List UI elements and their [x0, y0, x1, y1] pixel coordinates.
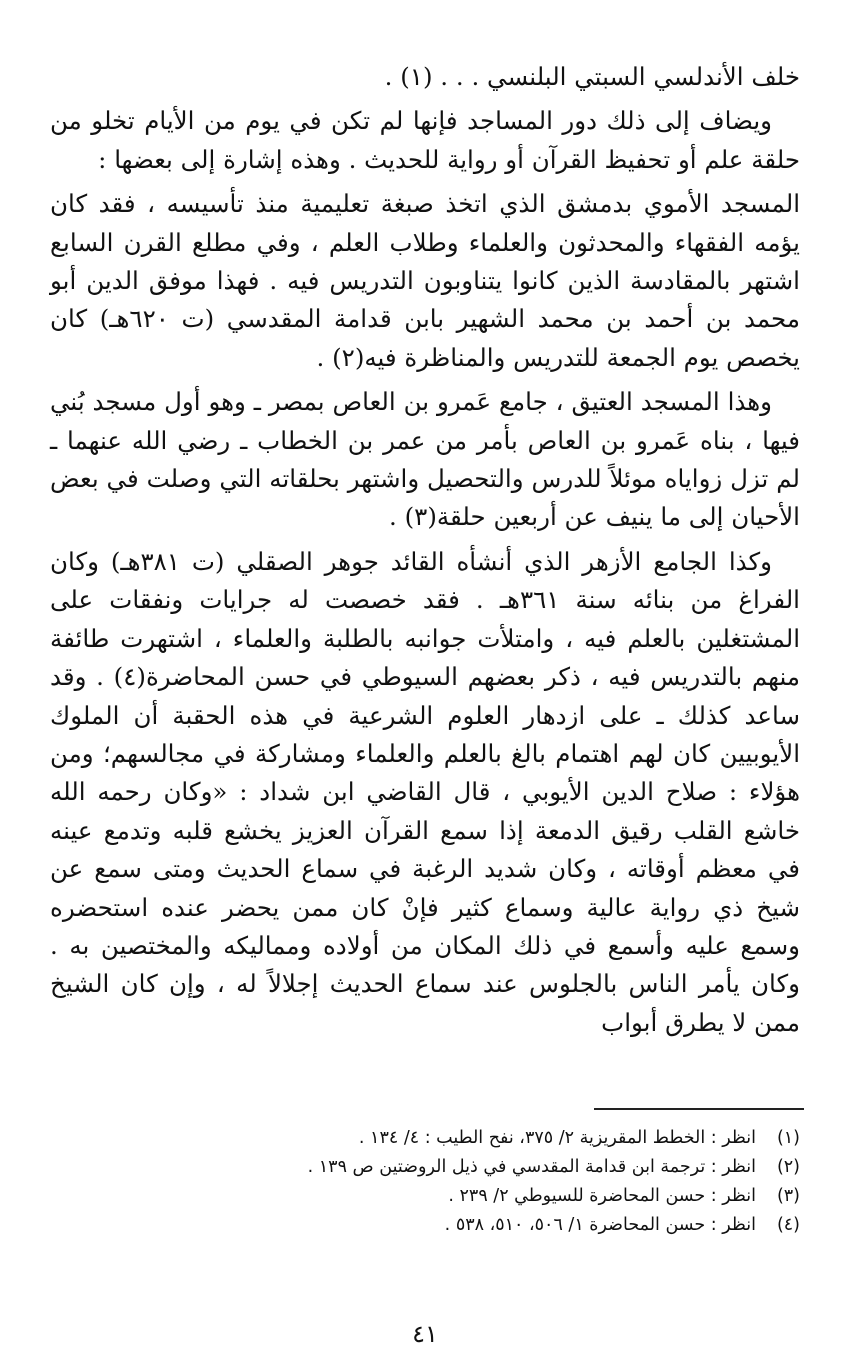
- footnote-2: [240, 1153, 800, 1182]
- footnotes: [240, 1124, 800, 1240]
- footnote-3: [240, 1182, 800, 1211]
- paragraph-4: وهذا المسجد العتيق ، جامع عَمرو بن العاص بمصر ـ وهو أول مسجد بُني فيها ، بناه عَمرو بن العاص بأمر من عمر بن الخطاب ـ رضي الله عنهما ـ لم تزل زواياه موئلاً للدرس والتحصيل واشتهر بحلقاته التي وصلت في بعض الأحيان إلى ما ينيف عن أربعين حلقة(٣) .: [50, 387, 801, 532]
- footnote-text: انظر : الخطط المقريزية ٢/ ٣٧٥، نفح الطيب : ٤/ ١٣٤ .: [358, 1128, 756, 1148]
- page-number: ٤١: [412, 1320, 438, 1348]
- footnote-divider: [594, 1108, 804, 1110]
- footnote-text: انظر : حسن المحاضرة ١/ ٥٠٦، ٥١٠، ٥٣٨ .: [444, 1215, 756, 1235]
- footnote-number: (٣): [776, 1186, 800, 1206]
- paragraph-5: وكذا الجامع الأزهر الذي أنشأه القائد جوهر الصقلي (ت ٣٨١هـ) وكان الفراغ من بنائه سنة ٣٦١هـ . فقد خصصت له جرايات ونفقات على المشتغلين بالعلم فيه ، وامتلأت جوانبه بالطلبة والعلماء ، اشتهرت طائفة منهم بالتدريس فيه ، ذكر بعضهم السيوطي في حسن المحاضرة(٤) . وقد ساعد كذلك ـ على ازدهار العلوم الشرعية في هذه الحقبة أن الملوك الأيوبيين كان لهم اهتمام بالغ بالعلم والعلماء ومشاركة في مجالسهم؛ ومن هؤلاء : صلاح الدين الأيوبي ، قال القاضي ابن شداد : «وكان رحمه الله خاشع القلب رقيق الدمعة إذا سمع القرآن العزيز يخشع قلبه وتدمع عينه في معظم أوقاته ، وكان شديد الرغبة في سماع الحديث ومتى سمع عن شيخ ذي رواية عالية وسماع كثير فإنْ كان ممن يحضر عنده استحضره وسمع عليه وأسمع في ذلك المكان من أولاده ومماليكه والمختصين به . وكان يأمر الناس بالجلوس عند سماع الحديث إجلالاً له ، وإن كان الشيخ ممن لا يطرق أبواب: [50, 546, 801, 1037]
- footnote-1: [240, 1124, 800, 1153]
- footnote-4: [240, 1211, 800, 1240]
- footnote-number: (٤): [776, 1215, 800, 1235]
- footnote-text: انظر : ترجمة ابن قدامة المقدسي في ذيل الروضتين ص ١٣٩ .: [307, 1157, 756, 1177]
- footnote-number: (٢): [776, 1157, 800, 1177]
- paragraph-2: ويضاف إلى ذلك دور المساجد فإنها لم تكن في يوم من الأيام تخلو من حلقة علم أو تحفيظ القرآن أو رواية للحديث . وهذه إشارة إلى بعضها :: [50, 106, 800, 174]
- paragraph-3: المسجد الأموي بدمشق الذي اتخذ صبغة تعليمية منذ تأسيسه ، فقد كان يؤمه الفقهاء والمحدثون والعلماء وطلاب العلم ، وفي مطلع القرن السابع اشتهر بالمقادسة الذين كانوا يتناوبون التدريس فيه . فهذا موفق الدين أبو محمد بن أحمد بن محمد الشهير بابن قدامة المقدسي (ت ٦٢٠هـ) كان يخصص يوم الجمعة للتدريس والمناظرة فيه(٢) .: [50, 189, 800, 372]
- footnote-number: (١): [776, 1128, 800, 1148]
- paragraph-1: خلف الأندلسي السبتي البلنسي . . . (١) .: [384, 62, 800, 91]
- body-text: [50, 58, 800, 1048]
- footnote-text: انظر : حسن المحاضرة للسيوطي ٢/ ٢٣٩ .: [448, 1186, 756, 1206]
